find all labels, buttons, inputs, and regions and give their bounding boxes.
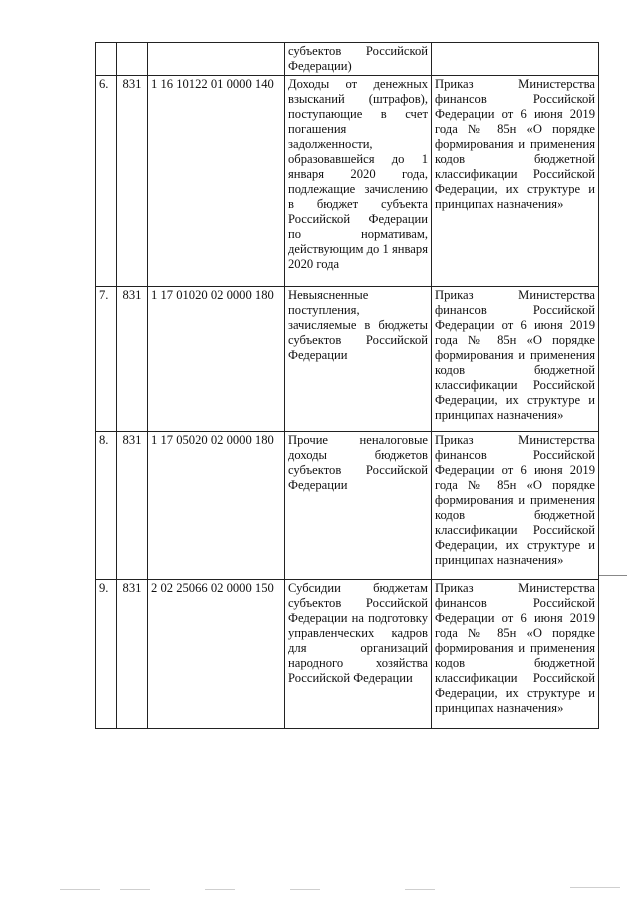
scan-artifact-line bbox=[405, 889, 435, 890]
legal-basis-cell bbox=[432, 43, 599, 76]
revenue-name-cell bbox=[285, 287, 432, 432]
row-number-cell: 8. bbox=[96, 432, 117, 580]
legal-basis-cell bbox=[432, 580, 599, 729]
scan-artifact-line bbox=[120, 889, 150, 890]
scan-artifact-line bbox=[570, 887, 620, 888]
revenue-name-text: Субсидии бюджетам субъектов Российской Федерации на подготовку управленческих кадров для организаций народного хозяйства Российской Федерации bbox=[288, 581, 428, 685]
scan-artifact-line bbox=[60, 889, 100, 890]
legal-basis-cell bbox=[432, 432, 599, 580]
scan-artifact-line bbox=[290, 889, 320, 890]
row-number-cell bbox=[96, 43, 117, 76]
revenue-name-text: Прочие неналоговые доходы бюджетов субъектов Российской Федерации bbox=[288, 433, 428, 492]
budget-code-cell: 1 17 01020 02 0000 180 bbox=[148, 287, 285, 432]
legal-basis-cell bbox=[432, 287, 599, 432]
table-row bbox=[96, 432, 599, 580]
budget-code-cell: 1 17 05020 02 0000 180 bbox=[148, 432, 285, 580]
budget-code-cell: 1 16 10122 01 0000 140 bbox=[148, 76, 285, 287]
legal-basis-text: Приказ Министерства финансов Российской Федерации от 6 июня 2019 года № 85н «О порядке формирования и применения кодов бюджетной классификации Российской Федерации, их структуре и принципах назначения» bbox=[435, 433, 595, 567]
administrator-code-cell: 831 bbox=[117, 76, 148, 287]
row-number-cell: 7. bbox=[96, 287, 117, 432]
revenue-name-text: субъектов Российской Федерации) bbox=[288, 44, 428, 73]
administrator-code-cell: 831 bbox=[117, 580, 148, 729]
revenue-name-cell bbox=[285, 43, 432, 76]
budget-code-cell: 2 02 25066 02 0000 150 bbox=[148, 580, 285, 729]
scan-artifact-line bbox=[599, 575, 627, 576]
legal-basis-cell bbox=[432, 76, 599, 287]
row-number-cell: 9. bbox=[96, 580, 117, 729]
revenue-name-text: Невыясненные поступления, зачисляемые в бюджеты субъектов Российской Федерации bbox=[288, 288, 428, 362]
revenue-name-text: Доходы от денежных взысканий (штрафов), поступающие в счет погашения задолженности, образовавшейся до 1 января 2020 года, подлежащие зачислению в бюджет субъекта Российской Федерации по нормативам, действующим до 1 января 2020 года bbox=[288, 77, 428, 271]
table-row bbox=[96, 43, 599, 76]
budget-code-cell bbox=[148, 43, 285, 76]
administrator-code-cell: 831 bbox=[117, 287, 148, 432]
legal-basis-text: Приказ Министерства финансов Российской Федерации от 6 июня 2019 года № 85н «О порядке формирования и применения кодов бюджетной классификации Российской Федерации, их структуре и принципах назначения» bbox=[435, 581, 595, 715]
table-row bbox=[96, 580, 599, 729]
revenue-codes-table bbox=[95, 42, 599, 729]
administrator-code-cell bbox=[117, 43, 148, 76]
row-number-cell: 6. bbox=[96, 76, 117, 287]
table-row bbox=[96, 287, 599, 432]
revenue-name-cell bbox=[285, 432, 432, 580]
legal-basis-text: Приказ Министерства финансов Российской Федерации от 6 июня 2019 года № 85н «О порядке формирования и применения кодов бюджетной классификации Российской Федерации, их структуре и принципах назначения» bbox=[435, 77, 595, 211]
table-row bbox=[96, 76, 599, 287]
legal-basis-text: Приказ Министерства финансов Российской Федерации от 6 июня 2019 года № 85н «О порядке формирования и применения кодов бюджетной классификации Российской Федерации, их структуре и принципах назначения» bbox=[435, 288, 595, 422]
administrator-code-cell: 831 bbox=[117, 432, 148, 580]
revenue-name-cell bbox=[285, 76, 432, 287]
scan-artifact-line bbox=[205, 889, 235, 890]
revenue-name-cell bbox=[285, 580, 432, 729]
